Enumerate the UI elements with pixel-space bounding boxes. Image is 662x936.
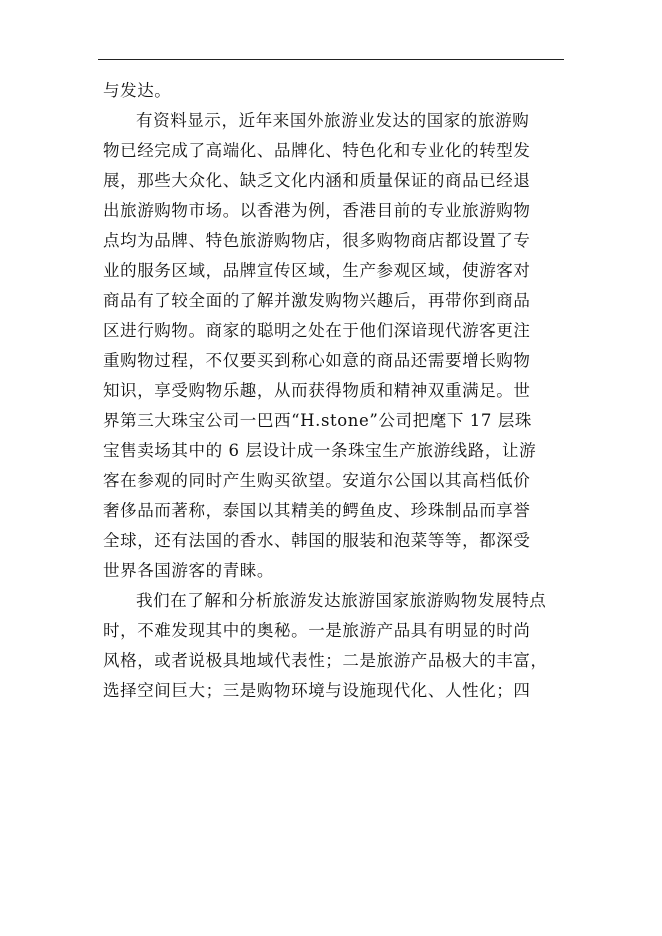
text-line: 展，那些大众化、缺乏文化内涵和质量保证的商品已经退	[103, 171, 531, 190]
text-line: 时，不难发现其中的奥秘。一是旅游产品具有明显的时尚	[103, 621, 531, 640]
text-line: 界第三大珠宝公司一巴西“H.stone”公司把麾下 17 层珠	[103, 411, 533, 430]
text-line: 与发达。	[103, 81, 172, 100]
text-line: 商品有了较全面的了解并激发购物兴趣后，再带你到商品	[103, 291, 531, 310]
text-line: 客在参观的同时产生购买欲望。安道尔公国以其高档低价	[103, 471, 531, 490]
header-rule	[98, 59, 564, 60]
text-line: 点均为品牌、特色旅游购物店，很多购物商店都设置了专	[103, 231, 531, 250]
text-line: 选择空间巨大；三是购物环境与设施现代化、人性化；四	[103, 681, 531, 700]
text-line: 奢侈品而著称，泰国以其精美的鳄鱼皮、珍珠制品而享誉	[103, 501, 531, 520]
text-line: 全球，还有法国的香水、韩国的服装和泡菜等等，都深受	[103, 531, 531, 550]
text-line: 物已经完成了高端化、品牌化、特色化和专业化的转型发	[103, 141, 531, 160]
text-line: 重购物过程，不仅要买到称心如意的商品还需要增长购物	[103, 351, 531, 370]
paragraph-first-line: 我们在了解和分析旅游发达旅游国家旅游购物发展特点	[136, 591, 547, 610]
body-text	[103, 76, 569, 706]
text-line: 知识，享受购物乐趣，从而获得物质和精神双重满足。世	[103, 381, 531, 400]
text-line: 业的服务区域，品牌宣传区域，生产参观区域，使游客对	[103, 261, 531, 280]
paragraph-first-line: 有资料显示，近年来国外旅游业发达的国家的旅游购	[136, 111, 530, 130]
text-line: 风格，或者说极具地域代表性；二是旅游产品极大的丰富，	[103, 651, 548, 670]
text-line: 宝售卖场其中的 6 层设计成一条珠宝生产旅游线路，让游	[103, 441, 537, 460]
text-line: 出旅游购物市场。以香港为例，香港目前的专业旅游购物	[103, 201, 531, 220]
text-line: 区进行购物。商家的聪明之处在于他们深谙现代游客更注	[103, 321, 531, 340]
text-line: 世界各国游客的青睐。	[103, 561, 274, 580]
